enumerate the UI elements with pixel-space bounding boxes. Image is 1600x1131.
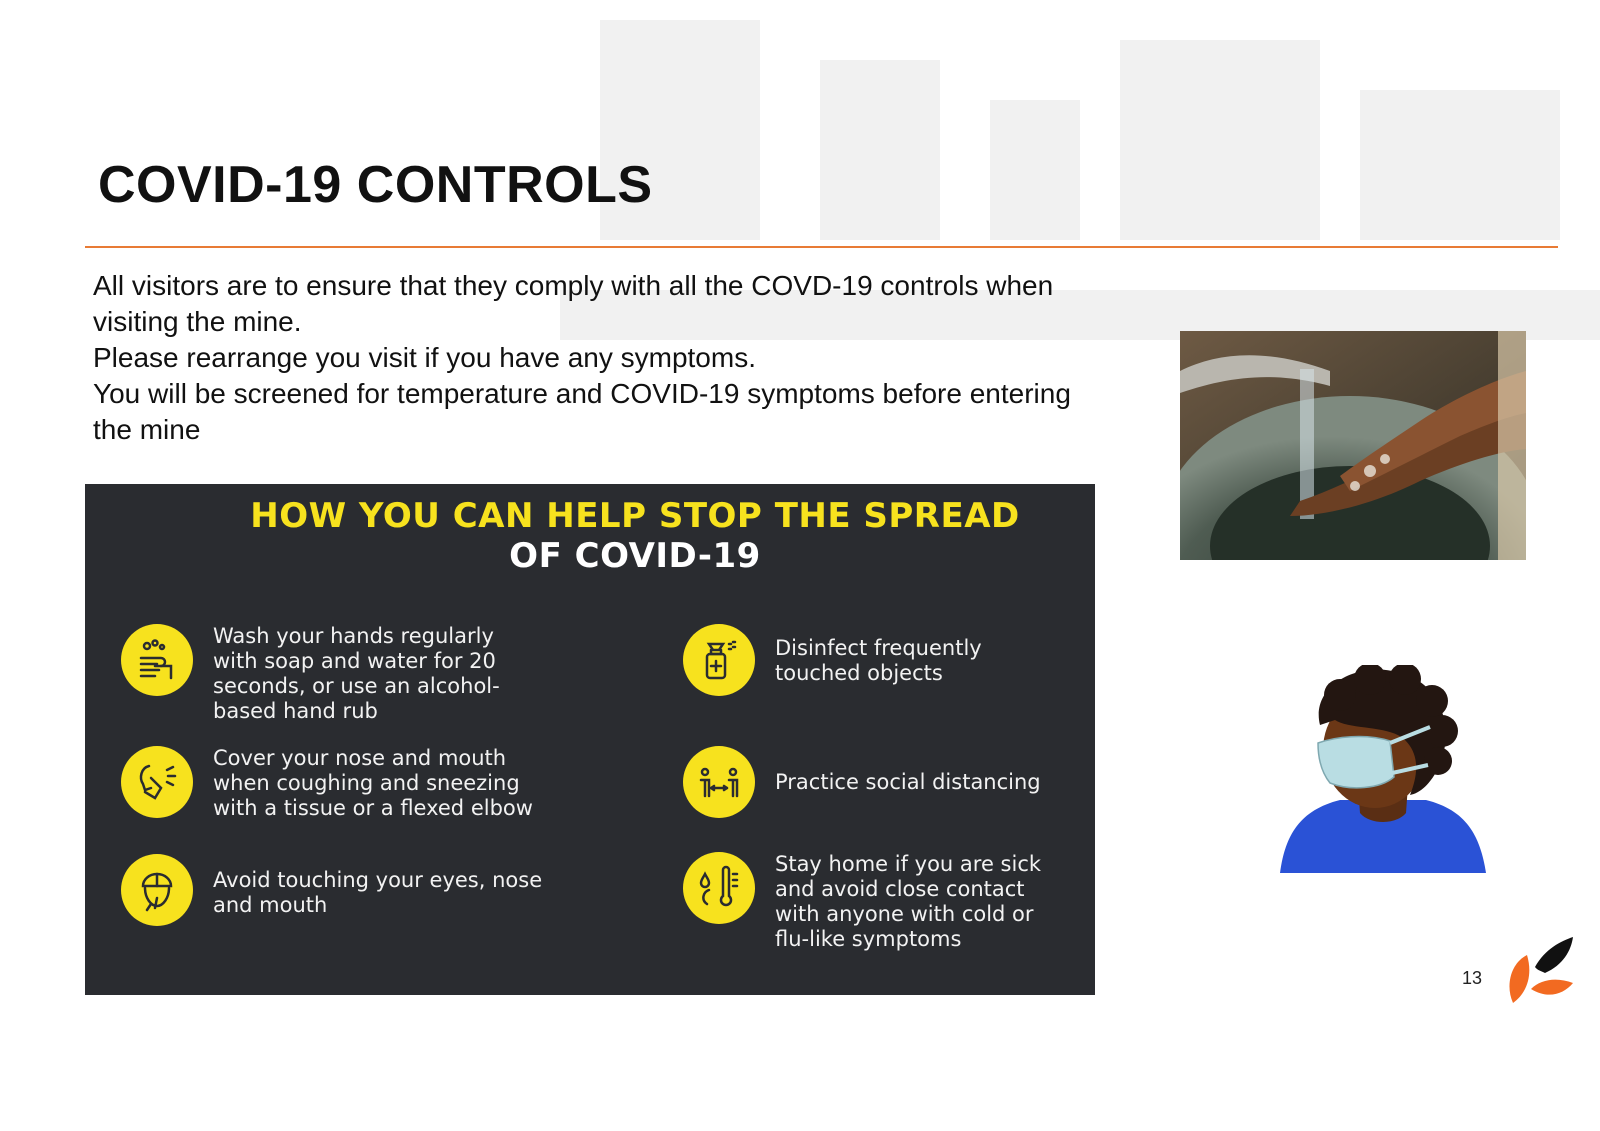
tip-stay-home bbox=[683, 852, 1065, 952]
tip-face-touch bbox=[121, 854, 543, 926]
infographic-title-line1: HOW YOU CAN HELP STOP THE SPREAD bbox=[250, 496, 1020, 536]
masked-person-avatar bbox=[1280, 665, 1486, 873]
tip-text: Wash your hands regularly with soap and water for 20 seconds, or use an alcohol-based hand rub bbox=[213, 624, 500, 723]
disinfect-spray-icon bbox=[683, 624, 755, 696]
tip-text: Practice social distancing bbox=[775, 770, 1041, 794]
tip-text: Disinfect frequently touched objects bbox=[775, 636, 982, 685]
tip-social-distance bbox=[683, 746, 1065, 818]
title-divider bbox=[85, 246, 1558, 248]
tip-text: Stay home if you are sick and avoid close contact with anyone with cold or flu-like symptoms bbox=[775, 852, 1042, 951]
page-number: 13 bbox=[1462, 968, 1483, 988]
face-touch-icon bbox=[121, 854, 193, 926]
tip-handwash bbox=[121, 624, 543, 724]
tip-text: Cover your nose and mouth when coughing and sneezing with a tissue or a flexed elbow bbox=[213, 746, 533, 820]
intro-line: Please rearrange you visit if you have any symptoms. bbox=[93, 342, 756, 373]
slide-title: COVID-19 CONTROLS bbox=[98, 156, 653, 214]
intro-line: You will be screened for temperature and COVID-19 symptoms before entering the mine bbox=[93, 378, 1071, 445]
handwash-icon bbox=[121, 624, 193, 696]
infographic-title-line2: OF COVID-19 bbox=[509, 536, 761, 576]
tip-cough bbox=[121, 746, 543, 821]
intro-line: All visitors are to ensure that they comply with all the COVD-19 controls when visiting the mine. bbox=[93, 270, 1054, 337]
covid-infographic bbox=[85, 484, 1095, 995]
tip-text: Avoid touching your eyes, nose and mouth bbox=[213, 868, 543, 917]
social-distance-icon bbox=[683, 746, 755, 818]
handwashing-photo bbox=[1180, 331, 1526, 560]
sick-thermometer-icon bbox=[683, 852, 755, 924]
cough-icon bbox=[121, 746, 193, 818]
tip-disinfect bbox=[683, 624, 1065, 696]
infographic-title bbox=[85, 496, 1095, 576]
company-logo bbox=[1505, 937, 1575, 1007]
intro-text bbox=[93, 268, 1093, 448]
